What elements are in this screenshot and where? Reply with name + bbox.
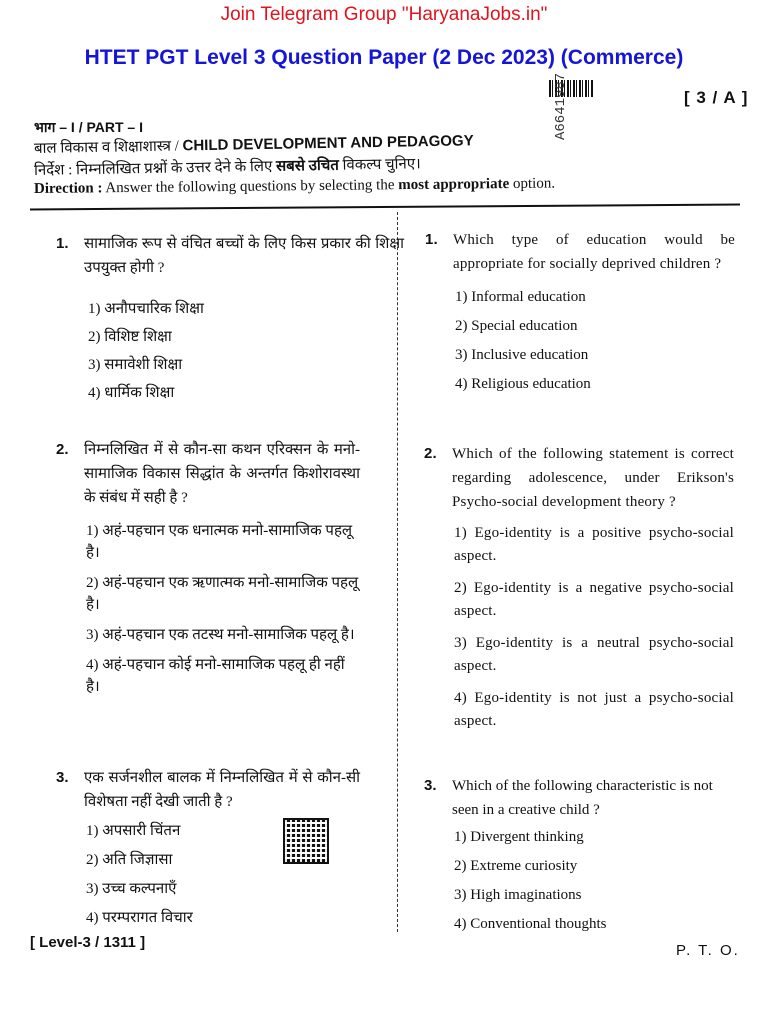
question-number: 3. xyxy=(56,769,69,786)
option: 4) Conventional thoughts xyxy=(454,916,607,932)
option: 1) Ego-identity is a positive psycho-social aspect. xyxy=(454,525,734,564)
question-number: 2. xyxy=(424,445,437,462)
question-number: 1. xyxy=(425,231,438,248)
question-2-english xyxy=(424,442,734,733)
qr-code-overlay xyxy=(285,820,327,862)
instruction-english-text: Answer the following questions by selecting the xyxy=(102,177,399,197)
question-text: Which of the following statement is correct regarding adolescence, under Erikson's Psycho-social development theory ? xyxy=(452,446,734,510)
option: 3) अहं-पहचान एक तटस्थ मनो-सामाजिक पहलू है। xyxy=(86,627,355,643)
option: 2) Special education xyxy=(455,318,578,334)
question-text: एक सर्जनशील बालक में निम्नलिखित में से कौन-सी विशेषता नहीं देखी जाती है ? xyxy=(84,770,360,810)
option: 4) परम्परागत विचार xyxy=(86,910,193,926)
option: 3) High imaginations xyxy=(454,887,582,903)
paper-code: [ 3 / A ] xyxy=(684,88,749,107)
instruction-english xyxy=(34,176,555,198)
option: 2) अहं-पहचान एक ऋणात्मक मनो-सामाजिक पहलू है। xyxy=(86,575,359,613)
option: 1) अहं-पहचान एक धनात्मक मनो-सामाजिक पहलू है। xyxy=(86,523,353,561)
question-3-english xyxy=(424,774,738,935)
question-text: सामाजिक रूप से वंचित बच्चों के लिए किस प्रकार की शिक्षा उपयुक्त होगी ? xyxy=(84,236,404,276)
option: 4) Religious education xyxy=(455,376,591,392)
paper-title: HTET PGT Level 3 Question Paper (2 Dec 2023) (Commerce) xyxy=(84,46,684,69)
subject-english: CHILD DEVELOPMENT AND PEDAGOGY xyxy=(182,132,474,155)
instruction-hindi-text: निर्देश : निम्नलिखित प्रश्नों के उत्तर देने के लिए xyxy=(33,158,277,179)
level-code: [ Level-3 / 1311 ] xyxy=(30,934,146,951)
question-number: 3. xyxy=(424,777,437,794)
instruction-hindi xyxy=(34,153,421,180)
option: 1) Informal education xyxy=(455,289,586,305)
option: 4) अहं-पहचान कोई मनो-सामाजिक पहलू ही नहीं है। xyxy=(86,657,345,695)
instruction-english-end: option. xyxy=(509,175,556,193)
option: 2) Extreme curiosity xyxy=(454,858,578,874)
instruction-english-emphasis: most appropriate xyxy=(398,176,510,194)
instruction-hindi-end: विकल्प चुनिए। xyxy=(338,156,421,174)
question-text: Which of the following characteristic is not seen in a creative child ? xyxy=(452,778,713,818)
option: 3) उच्च कल्पनाएँ xyxy=(86,881,177,897)
question-2-hindi xyxy=(56,438,360,698)
question-1-english xyxy=(425,228,735,395)
direction-label: Direction : xyxy=(33,180,103,197)
option: 2) अति जिज्ञासा xyxy=(86,852,173,868)
option: 1) Divergent thinking xyxy=(454,829,584,845)
option: 1) अनौपचारिक शिक्षा xyxy=(88,301,204,317)
pto-label: P. T. O. xyxy=(676,942,740,959)
option: 2) Ego-identity is a negative psycho-social aspect. xyxy=(454,580,734,619)
option: 4) Ego-identity is not just a psycho-social aspect. xyxy=(454,690,734,729)
option: 1) अपसारी चिंतन xyxy=(86,823,181,839)
question-number: 2. xyxy=(56,441,69,458)
question-1-hindi xyxy=(56,232,404,404)
serial-number-vertical: A6641987 xyxy=(553,72,569,140)
option: 3) Ego-identity is a neutral psycho-social aspect. xyxy=(454,635,734,674)
instruction-hindi-emphasis: सबसे उचित xyxy=(275,157,339,175)
option: 3) समावेशी शिक्षा xyxy=(88,357,183,373)
question-number: 1. xyxy=(56,235,69,252)
part-heading: भाग – I / PART – I xyxy=(34,119,144,135)
question-text: निम्नलिखित में से कौन-सा कथन एरिक्सन के मनो-सामाजिक विकास सिद्धांत के अन्तर्गत किशोरावस्था के संबंध में सही है ? xyxy=(84,442,360,506)
subject-hindi: बाल विकास व शिक्षाशास्त्र / xyxy=(33,138,183,157)
option: 3) Inclusive education xyxy=(455,347,589,363)
telegram-banner: Join Telegram Group "HaryanaJobs.in" xyxy=(220,4,548,25)
question-text: Which type of education would be appropriate for socially deprived children ? xyxy=(453,232,735,272)
option: 2) विशिष्ट शिक्षा xyxy=(88,329,172,345)
header-rule xyxy=(30,204,740,211)
option: 4) धार्मिक शिक्षा xyxy=(88,385,175,401)
